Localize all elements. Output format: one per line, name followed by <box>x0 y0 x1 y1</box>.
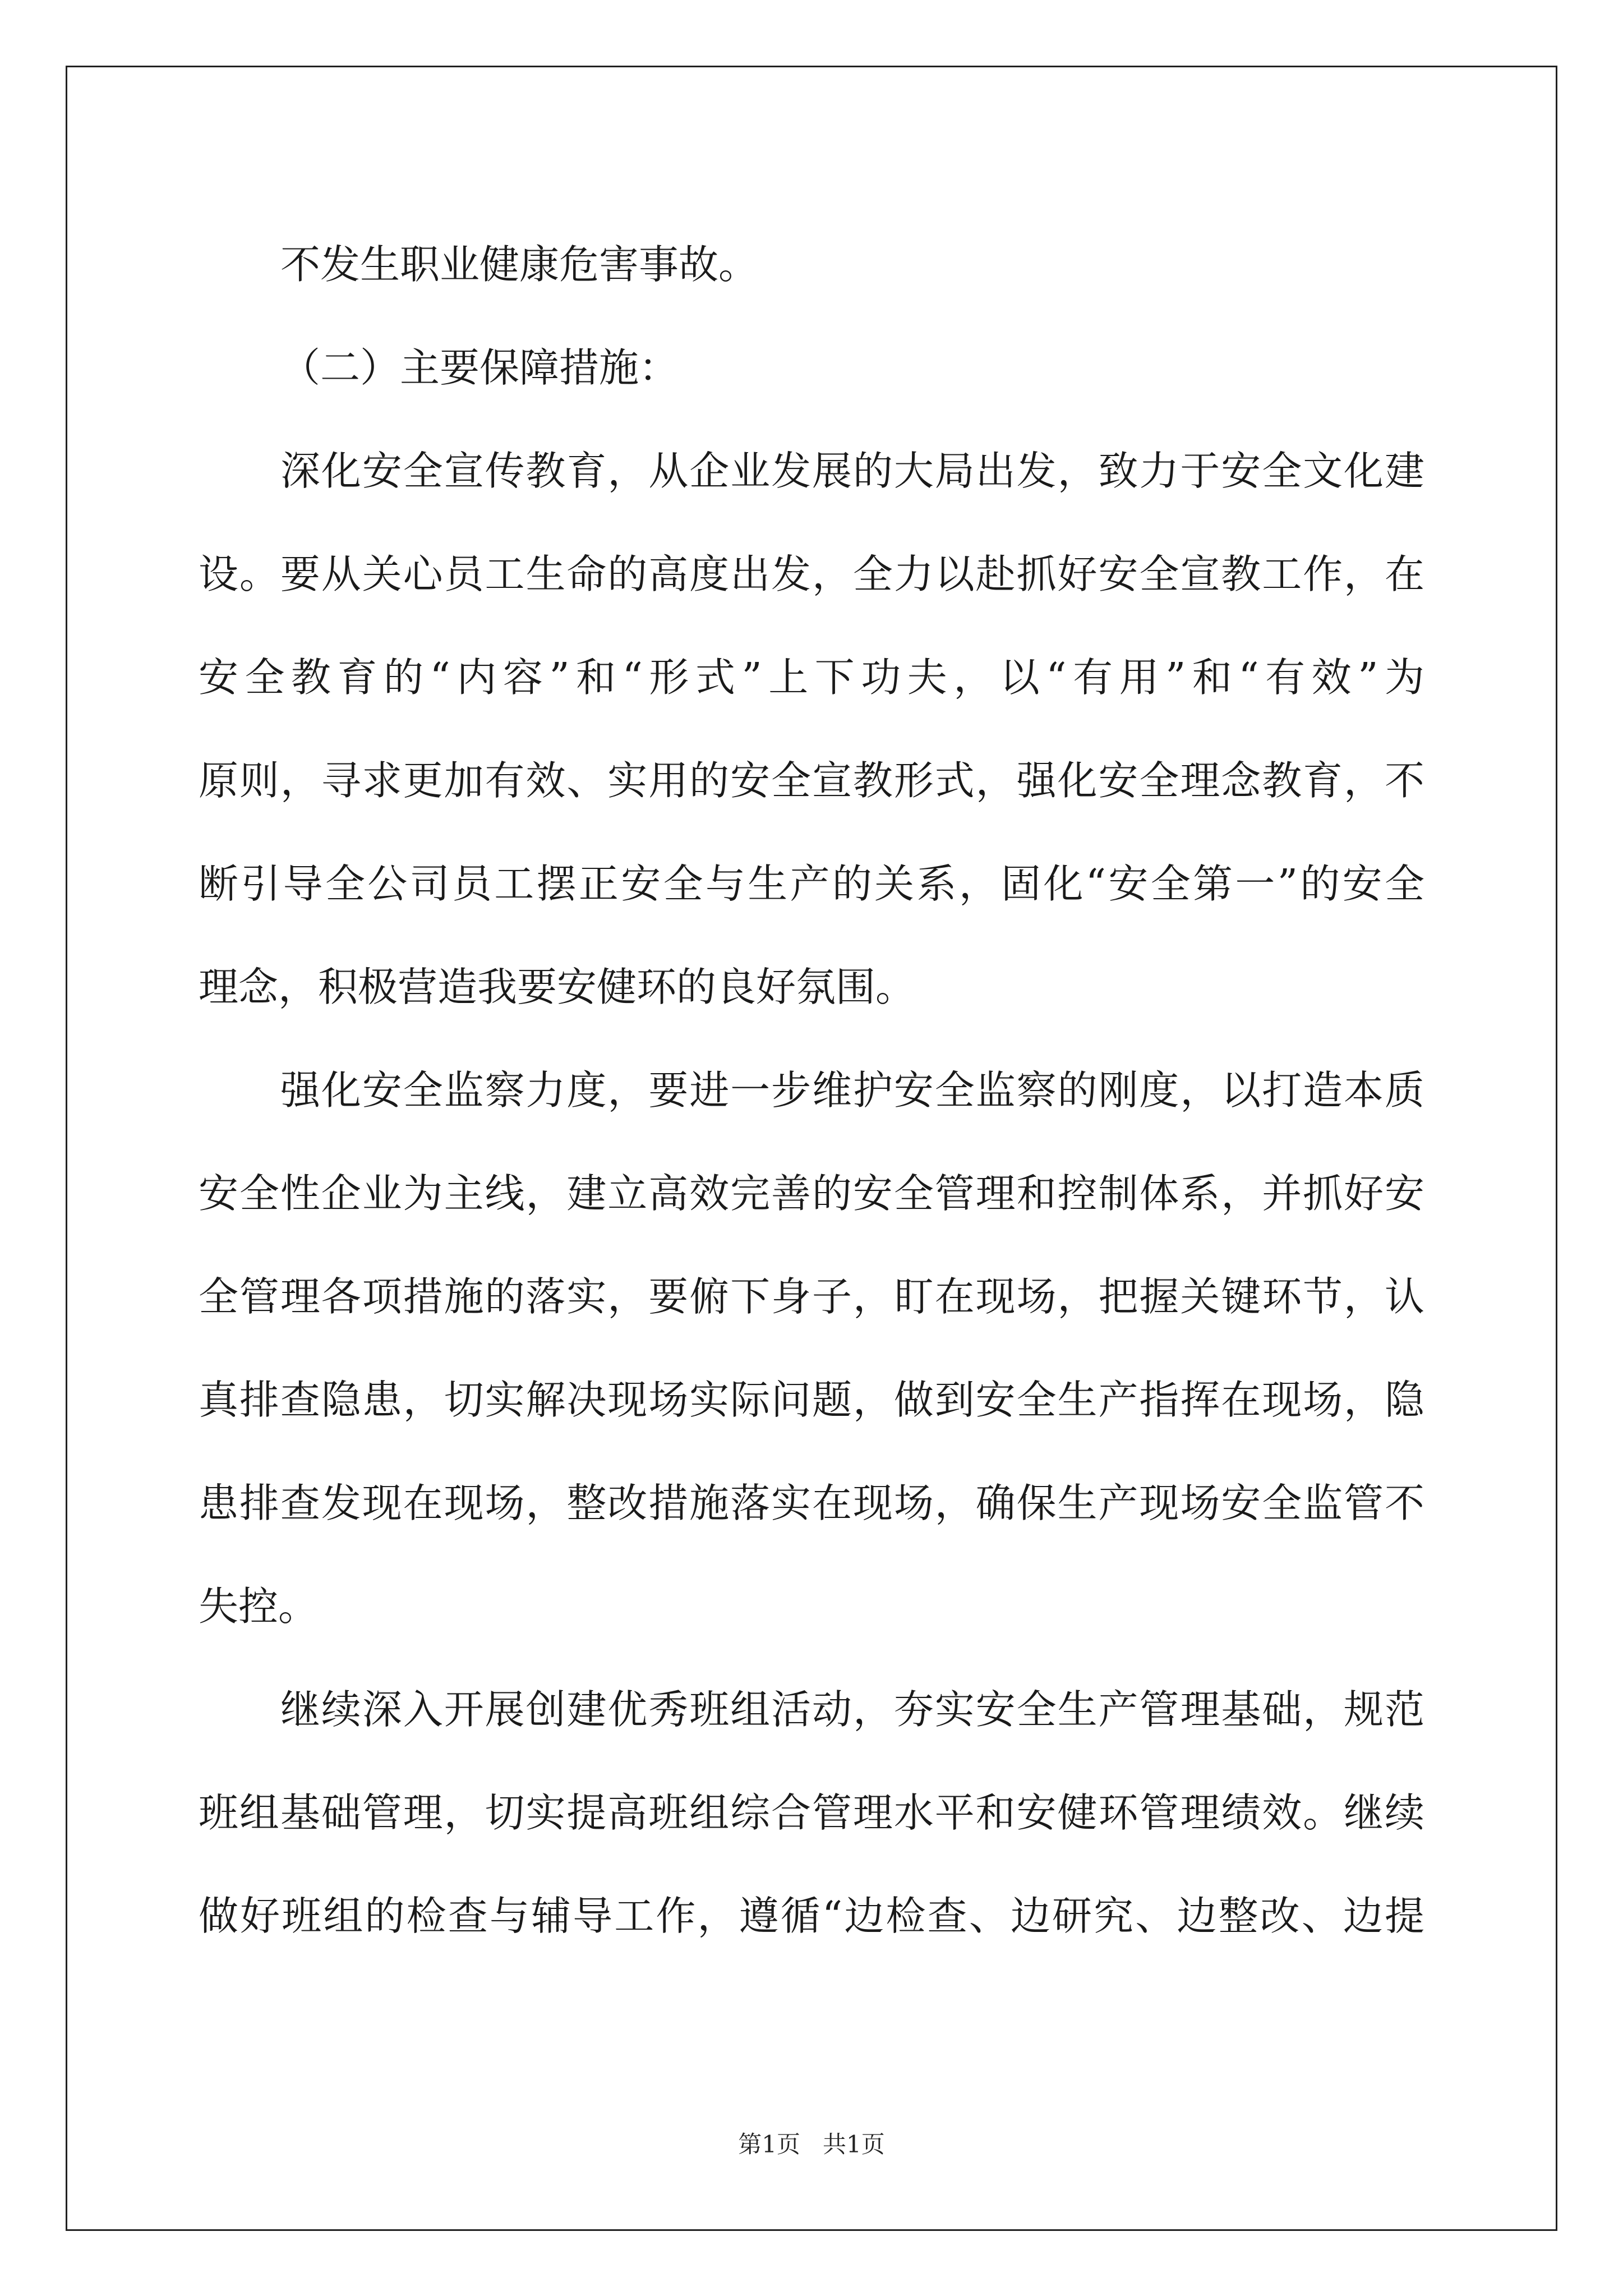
page-footer: 第1页 共1页 <box>738 2131 885 2158</box>
text-line: 继续深入开展创建优秀班组活动，夯实安全生产管理基础，规范 <box>280 1686 1424 1733</box>
text-line: 不发生职业健康危害事故。 <box>280 241 759 288</box>
text-line: 深化安全宣传教育，从企业发展的大局出发，致力于安全文化建 <box>280 448 1424 494</box>
text-line: 全管理各项措施的落实，要俯下身子，盯在现场，把握关键环节，认 <box>199 1273 1424 1320</box>
document-body <box>199 213 1424 1968</box>
text-line: 患排查发现在现场，整改措施落实在现场，确保生产现场安全监管不 <box>199 1480 1424 1526</box>
text-line: 真排查隐患，切实解决现场实际问题，做到安全生产指挥在现场，隐 <box>199 1377 1424 1423</box>
text-line: 班组基础管理，切实提高班组综合管理水平和安健环管理绩效。继续 <box>199 1789 1424 1836</box>
text-line: 做好班组的检查与辅导工作，遵循“边检查、边研究、边整改、边提 <box>199 1893 1424 1939</box>
text-line: 安全性企业为主线，建立高效完善的安全管理和控制体系，并抓好安 <box>199 1170 1424 1217</box>
text-line: 设。要从关心员工生命的高度出发，全力以赴抓好安全宣教工作，在 <box>199 551 1424 597</box>
text-line: 原则，寻求更加有效、实用的安全宣教形式，强化安全理念教育，不 <box>199 757 1424 804</box>
text-line: 强化安全监察力度，要进一步维护安全监察的刚度，以打造本质 <box>280 1067 1424 1114</box>
text-line: 安全教育的“内容”和“形式”上下功夫，以“有用”和“有效”为 <box>199 654 1424 701</box>
text-line: （二）主要保障措施： <box>280 344 679 391</box>
text-line: 失控。 <box>199 1583 319 1630</box>
text-line: 断引导全公司员工摆正安全与生产的关系，固化“安全第一”的安全 <box>199 861 1424 907</box>
text-line: 理念，积极营造我要安健环的良好氛围。 <box>199 964 916 1010</box>
